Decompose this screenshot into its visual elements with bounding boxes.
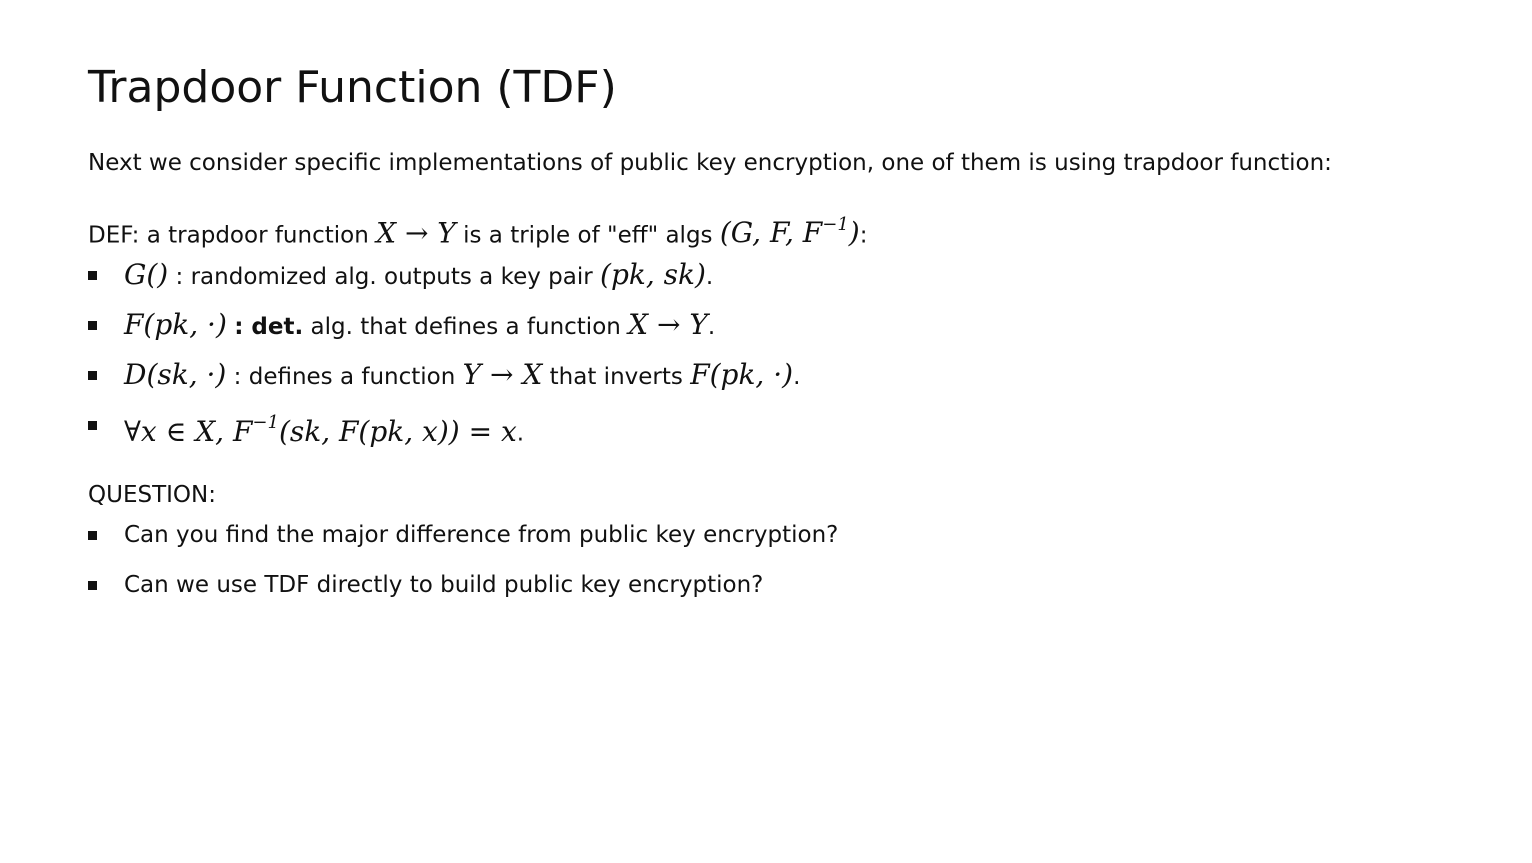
def-prefix: DEF: a trapdoor function [88, 222, 369, 249]
item-math: Y → X [462, 358, 543, 392]
item-bold-text: : det. [234, 314, 304, 341]
item-math: D(sk, ·) [124, 358, 227, 392]
item-math: G() [124, 258, 169, 292]
list-item [88, 350, 1488, 400]
list-item [88, 560, 1488, 610]
def-triple-sup: −1 [822, 214, 849, 235]
def-triple-close: ) [848, 216, 860, 250]
question-text: Can you find the major difference from public key encryption? [124, 522, 839, 549]
list-item [88, 510, 1488, 560]
item-math: X → Y [628, 308, 708, 342]
item-math [124, 412, 517, 448]
item-math-head: ∀x ∈ X, F [124, 414, 253, 448]
def-triple-open: (G, F, F [719, 216, 823, 250]
item-text: : randomized alg. outputs a key pair [175, 264, 593, 291]
question-label: QUESTION: [88, 482, 216, 509]
list-item [88, 300, 1488, 350]
item-end: . [516, 420, 525, 447]
def-middle: is a triple of "eff" algs [463, 222, 713, 249]
bullet-square-icon [88, 531, 97, 540]
item-math: F(pk, ·) [124, 308, 227, 342]
intro-paragraph: Next we consider specific implementations of public key encryption, one of them is using trapdoor function: [88, 150, 1332, 176]
item-end: . [793, 364, 801, 391]
item-math: (pk, sk) [600, 258, 706, 292]
item-text: that inverts [549, 364, 683, 391]
def-math-triple [720, 216, 860, 249]
list-item [88, 400, 1488, 450]
bullet-square-icon [88, 371, 97, 380]
question-list [88, 510, 1488, 610]
item-end: . [707, 314, 716, 341]
item-math-sup: −1 [252, 412, 279, 434]
item-math: F(pk, ·) [690, 358, 794, 392]
question-text: Can we use TDF directly to build public key encryption? [124, 572, 764, 599]
bullet-square-icon [88, 321, 97, 330]
def-suffix: : [859, 222, 868, 249]
slide-title: Trapdoor Function (TDF) [88, 62, 617, 113]
def-math-domain: X → Y [376, 216, 456, 250]
bullet-square-icon [88, 581, 97, 590]
slide [88, 58, 1488, 610]
bullet-square-icon [88, 271, 97, 280]
item-math-rest: (sk, F(pk, x)) = x [278, 414, 517, 448]
bullet-square-icon [88, 421, 97, 430]
definition-statement [88, 212, 1488, 250]
item-text: : defines a function [233, 364, 456, 391]
item-text: alg. that defines a function [310, 314, 621, 341]
list-item [88, 250, 1488, 300]
definition-list [88, 250, 1488, 450]
item-end: . [705, 264, 714, 291]
